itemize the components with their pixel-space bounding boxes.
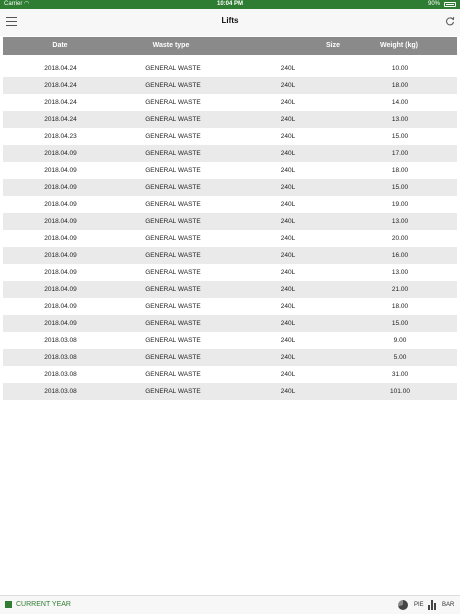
cell-date: 2018.04.09 — [44, 303, 77, 310]
table-row[interactable] — [3, 230, 457, 247]
cell-date: 2018.04.24 — [44, 99, 77, 106]
cell-date: 2018.04.09 — [44, 150, 77, 157]
cell-weight: 21.00 — [391, 286, 409, 293]
table-row[interactable] — [3, 111, 457, 128]
cell-weight: 19.00 — [391, 201, 409, 208]
cell-date: 2018.03.08 — [44, 354, 77, 361]
cell-weight: 9.00 — [393, 337, 407, 344]
cell-weight: 15.00 — [391, 133, 409, 140]
cell-date: 2018.04.09 — [44, 201, 77, 208]
cell-waste-type: GENERAL WASTE — [145, 167, 201, 174]
table-row[interactable] — [3, 349, 457, 366]
cell-size: 240L — [280, 371, 296, 378]
cell-size: 240L — [280, 286, 296, 293]
cell-waste-type: GENERAL WASTE — [145, 235, 201, 242]
header-weight[interactable]: Weight (kg) — [380, 42, 418, 49]
table-row[interactable] — [3, 281, 457, 298]
table-row[interactable] — [3, 162, 457, 179]
cell-weight: 101.00 — [390, 388, 410, 395]
cell-size: 240L — [280, 269, 296, 276]
cell-waste-type: GENERAL WASTE — [145, 371, 201, 378]
pie-button[interactable]: PIE — [414, 602, 424, 608]
status-bar — [0, 0, 460, 9]
cell-date: 2018.04.23 — [44, 133, 77, 140]
bar-chart-icon[interactable] — [428, 600, 437, 610]
cell-waste-type: GENERAL WASTE — [145, 252, 201, 259]
table-row[interactable] — [3, 383, 457, 400]
cell-date: 2018.04.24 — [44, 82, 77, 89]
cell-date: 2018.04.09 — [44, 286, 77, 293]
cell-size: 240L — [280, 354, 296, 361]
header-waste-type[interactable]: Waste type — [152, 42, 190, 49]
header-date[interactable]: Date — [52, 42, 68, 49]
cell-size: 240L — [280, 320, 296, 327]
cell-size: 240L — [280, 201, 296, 208]
cell-weight: 15.00 — [391, 320, 409, 327]
battery-percent: 90% — [427, 1, 440, 7]
status-time: 10:04 PM — [216, 1, 243, 7]
battery-icon — [444, 2, 456, 7]
cell-waste-type: GENERAL WASTE — [145, 320, 201, 327]
table-row[interactable] — [3, 247, 457, 264]
cell-size: 240L — [280, 337, 296, 344]
cell-size: 240L — [280, 99, 296, 106]
table-row[interactable] — [3, 264, 457, 281]
cell-weight: 16.00 — [391, 252, 409, 259]
table-row[interactable] — [3, 60, 457, 77]
cell-size: 240L — [280, 388, 296, 395]
cell-weight: 20.00 — [391, 235, 409, 242]
wifi-icon: ◠ — [24, 1, 30, 7]
pie-chart-icon[interactable] — [398, 600, 408, 610]
navigation-bar — [0, 9, 460, 36]
cell-weight: 18.00 — [391, 303, 409, 310]
table-row[interactable] — [3, 366, 457, 383]
cell-date: 2018.03.08 — [44, 337, 77, 344]
table-row[interactable] — [3, 213, 457, 230]
table-row[interactable] — [3, 77, 457, 94]
cell-waste-type: GENERAL WASTE — [145, 65, 201, 72]
table-row[interactable] — [3, 196, 457, 213]
cell-weight: 18.00 — [391, 82, 409, 89]
cell-waste-type: GENERAL WASTE — [145, 116, 201, 123]
cell-waste-type: GENERAL WASTE — [145, 354, 201, 361]
cell-date: 2018.03.08 — [44, 371, 77, 378]
cell-weight: 15.00 — [391, 184, 409, 191]
page-title: Lifts — [221, 16, 239, 25]
bar-button[interactable]: BAR — [442, 602, 455, 608]
cell-size: 240L — [280, 235, 296, 242]
table-row[interactable] — [3, 128, 457, 145]
refresh-icon[interactable] — [445, 16, 455, 26]
cell-waste-type: GENERAL WASTE — [145, 218, 201, 225]
cell-size: 240L — [280, 116, 296, 123]
current-year-button[interactable]: CURRENT YEAR — [16, 601, 71, 608]
table-header — [3, 37, 457, 55]
table-row[interactable] — [3, 94, 457, 111]
cell-size: 240L — [280, 82, 296, 89]
cell-size: 240L — [280, 184, 296, 191]
cell-size: 240L — [280, 167, 296, 174]
cell-weight: 17.00 — [391, 150, 409, 157]
cell-waste-type: GENERAL WASTE — [145, 269, 201, 276]
cell-date: 2018.04.09 — [44, 218, 77, 225]
cell-waste-type: GENERAL WASTE — [145, 133, 201, 140]
calendar-icon[interactable] — [5, 601, 12, 608]
cell-weight: 13.00 — [391, 218, 409, 225]
cell-size: 240L — [280, 218, 296, 225]
cell-waste-type: GENERAL WASTE — [145, 150, 201, 157]
cell-waste-type: GENERAL WASTE — [145, 82, 201, 89]
cell-date: 2018.04.09 — [44, 320, 77, 327]
cell-waste-type: GENERAL WASTE — [145, 337, 201, 344]
cell-size: 240L — [280, 252, 296, 259]
cell-weight: 10.00 — [391, 65, 409, 72]
cell-date: 2018.04.24 — [44, 65, 77, 72]
cell-date: 2018.04.09 — [44, 269, 77, 276]
cell-date: 2018.04.24 — [44, 116, 77, 123]
cell-waste-type: GENERAL WASTE — [145, 388, 201, 395]
table-row[interactable] — [3, 332, 457, 349]
cell-weight: 18.00 — [391, 167, 409, 174]
cell-waste-type: GENERAL WASTE — [145, 184, 201, 191]
lifts-table — [3, 60, 457, 400]
cell-date: 2018.03.08 — [44, 388, 77, 395]
table-row[interactable] — [3, 179, 457, 196]
cell-size: 240L — [280, 150, 296, 157]
cell-waste-type: GENERAL WASTE — [145, 201, 201, 208]
cell-weight: 5.00 — [393, 354, 407, 361]
cell-date: 2018.04.09 — [44, 167, 77, 174]
cell-waste-type: GENERAL WASTE — [145, 286, 201, 293]
carrier-label: Carrier — [4, 1, 23, 7]
table-row[interactable] — [3, 298, 457, 315]
cell-size: 240L — [280, 65, 296, 72]
cell-date: 2018.04.09 — [44, 235, 77, 242]
cell-size: 240L — [280, 303, 296, 310]
cell-weight: 31.00 — [391, 371, 409, 378]
cell-size: 240L — [280, 133, 296, 140]
bottom-toolbar — [0, 595, 460, 614]
cell-waste-type: GENERAL WASTE — [145, 303, 201, 310]
cell-waste-type: GENERAL WASTE — [145, 99, 201, 106]
table-row[interactable] — [3, 145, 457, 162]
table-row[interactable] — [3, 315, 457, 332]
header-size[interactable]: Size — [325, 42, 340, 49]
cell-weight: 14.00 — [391, 99, 409, 106]
cell-date: 2018.04.09 — [44, 184, 77, 191]
cell-date: 2018.04.09 — [44, 252, 77, 259]
cell-weight: 13.00 — [391, 269, 409, 276]
cell-weight: 13.00 — [391, 116, 409, 123]
